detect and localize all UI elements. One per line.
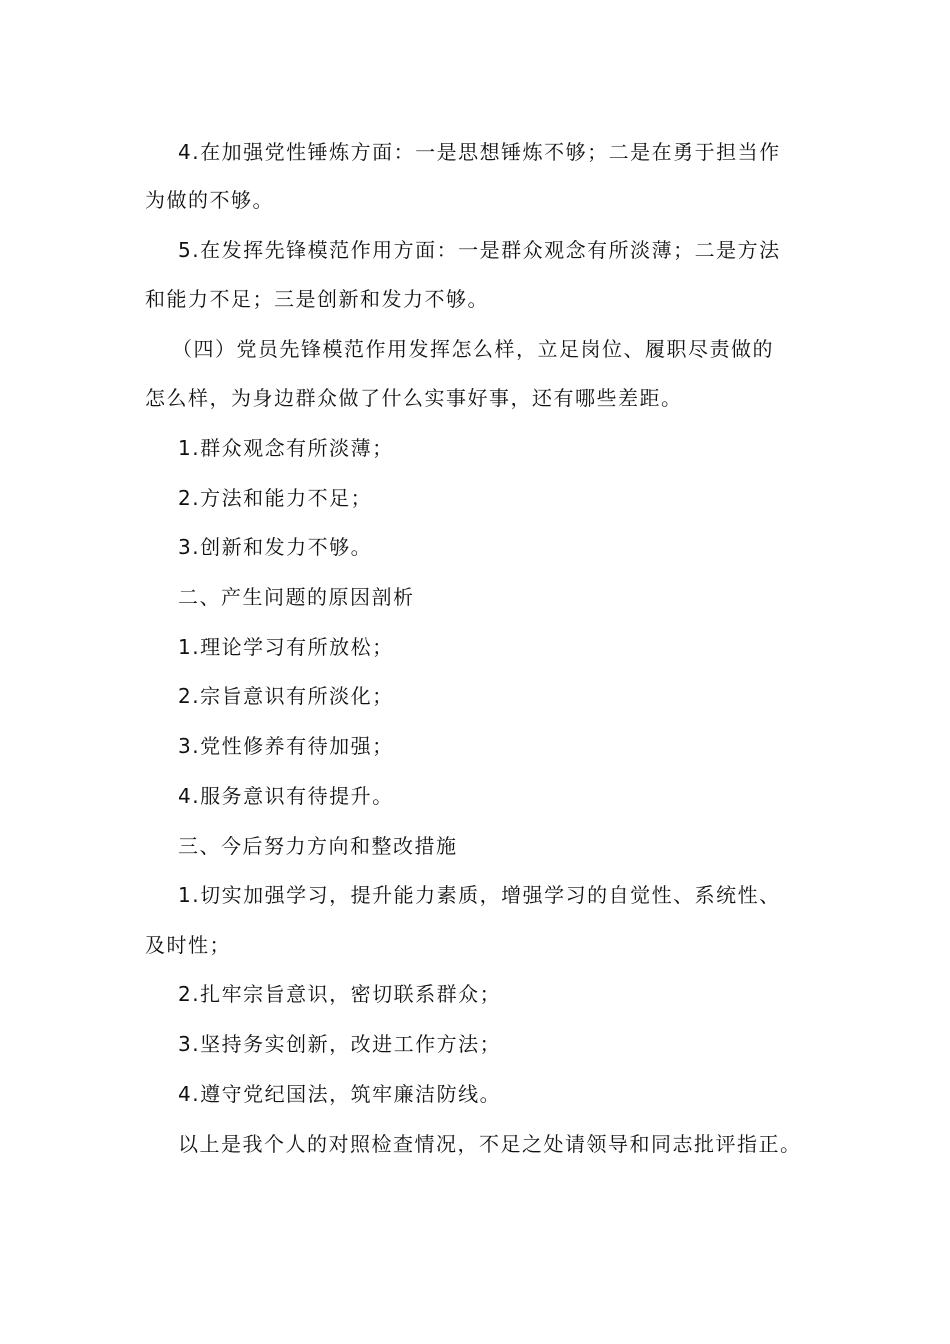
section-heading-measures: 三、今后努力方向和整改措施 (178, 834, 458, 858)
paragraph-party-spirit-line-2: 为做的不够。 (145, 188, 274, 212)
list-item: 1.群众观念有所淡薄； (178, 436, 394, 460)
paragraph-party-spirit-line-1: 4.在加强党性锤炼方面：一是思想锤炼不够；二是在勇于担当作 (178, 140, 781, 164)
list-item: 1.理论学习有所放松； (178, 635, 394, 659)
list-item: 4.服务意识有待提升。 (178, 784, 394, 808)
section-heading-causes: 二、产生问题的原因剖析 (178, 585, 415, 609)
list-item: 2.方法和能力不足； (178, 486, 373, 510)
list-item: 3.党性修养有待加强； (178, 734, 394, 758)
closing-statement: 以上是我个人的对照检查情况，不足之处请领导和同志批评指正。 (178, 1132, 802, 1156)
section-four-heading-line-1: （四）党员先锋模范作用发挥怎么样，立足岗位、履职尽责做的 (172, 337, 774, 361)
list-item: 4.遵守党纪国法，筑牢廉洁防线。 (178, 1082, 502, 1106)
list-item-line-1: 1.切实加强学习，提升能力素质，增强学习的自觉性、系统性、 (178, 883, 781, 907)
list-item: 2.扎牢宗旨意识，密切联系群众； (178, 982, 502, 1006)
section-four-heading-line-2: 怎么样，为身边群众做了什么实事好事，还有哪些差距。 (145, 386, 683, 410)
paragraph-vanguard-line-1: 5.在发挥先锋模范作用方面：一是群众观念有所淡薄；二是方法 (178, 238, 781, 262)
list-item: 3.创新和发力不够。 (178, 535, 373, 559)
paragraph-vanguard-line-2: 和能力不足；三是创新和发力不够。 (145, 287, 489, 311)
list-item: 2.宗旨意识有所淡化； (178, 684, 394, 708)
list-item-line-2: 及时性； (145, 933, 231, 957)
list-item: 3.坚持务实创新，改进工作方法； (178, 1032, 502, 1056)
